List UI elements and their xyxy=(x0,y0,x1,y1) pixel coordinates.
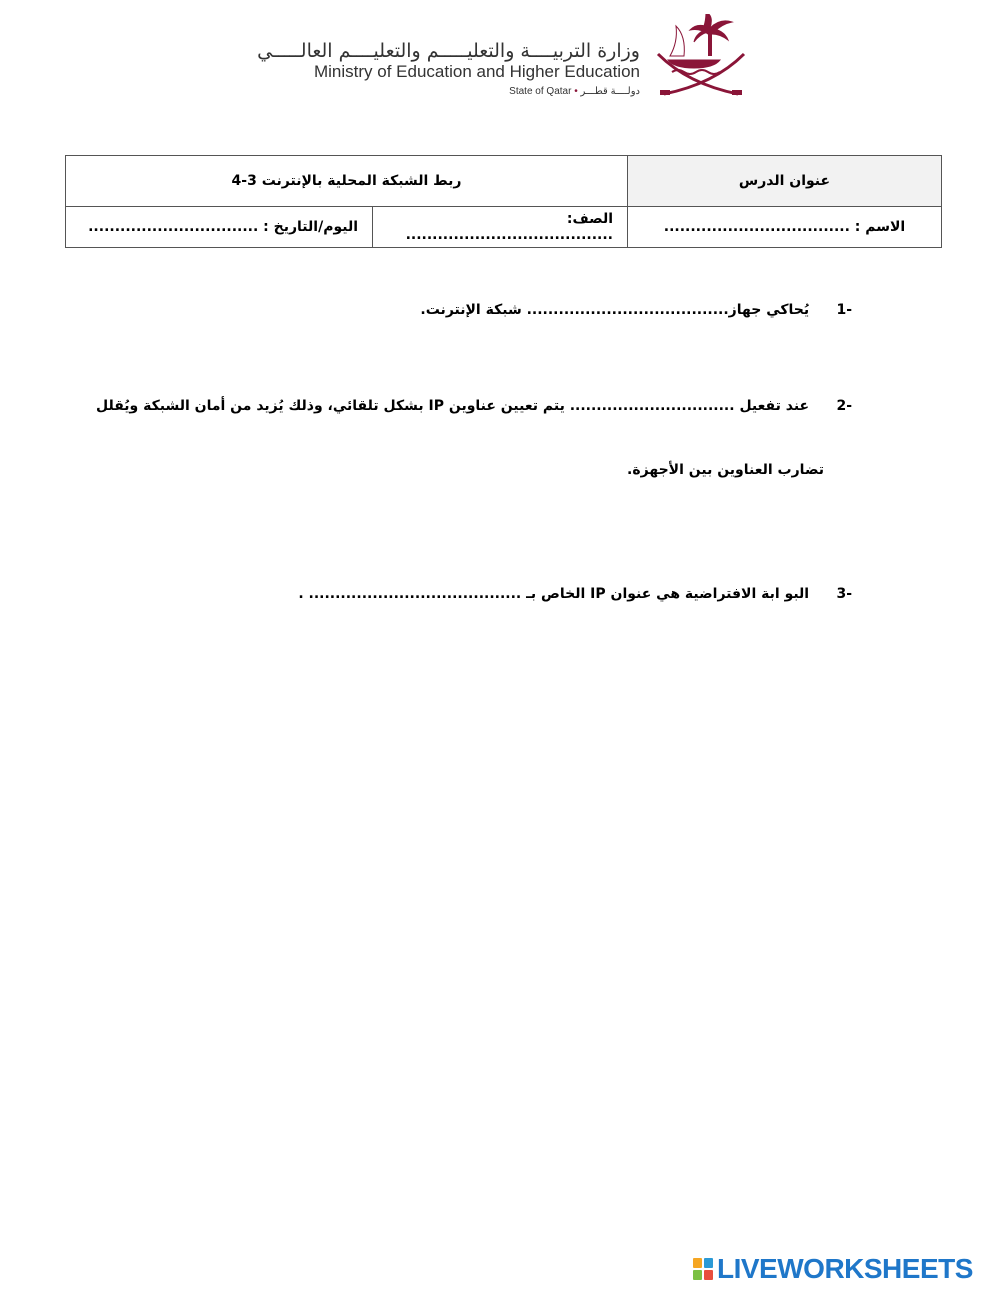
lesson-title-label: عنوان الدرس xyxy=(628,156,942,207)
qatar-emblem-icon xyxy=(648,14,754,100)
separator-dot: • xyxy=(574,86,578,97)
lesson-info-table xyxy=(65,155,942,248)
question-3 xyxy=(298,586,852,602)
question-2-continuation: تضارب العناوين بين الأجهزة. xyxy=(627,462,824,478)
question-number: -1 xyxy=(836,302,852,318)
date-field[interactable]: اليوم/التاريخ : ................................ xyxy=(66,207,373,248)
lesson-title-row xyxy=(66,156,942,207)
page-header xyxy=(0,0,1000,110)
liveworksheets-wordmark: LIVEWORKSHEETS xyxy=(717,1253,973,1284)
state-of-qatar-line xyxy=(509,86,640,97)
ministry-name-arabic: وزارة التربيــــة والتعليـــــم والتعليــــم العالـــــي xyxy=(257,40,640,62)
name-field[interactable]: الاسم : ................................... xyxy=(628,207,942,248)
question-number: -2 xyxy=(836,398,852,414)
question-text[interactable]: البو ابة الافتراضية هي عنوان IP الخاص بـ ........................................ . xyxy=(298,586,810,602)
liveworksheets-logo[interactable] xyxy=(693,1254,973,1284)
logo-blocks-icon xyxy=(693,1258,713,1280)
question-text[interactable]: عند تفعيل ............................... يتم تعيين عناوين IP بشكل تلقائي، وذلك يُزيد من أمان الشبكة ويُقلل xyxy=(95,398,810,414)
class-field[interactable]: الصف: ....................................... xyxy=(373,207,628,248)
question-2 xyxy=(96,398,852,414)
lesson-title-value: ربط الشبكة المحلية بالإنترنت 3-4 xyxy=(66,156,628,207)
student-info-row xyxy=(66,207,942,248)
state-name-english: State of Qatar xyxy=(509,86,572,97)
question-number: -3 xyxy=(836,586,852,602)
ministry-name-english: Ministry of Education and Higher Education xyxy=(313,62,640,81)
question-1 xyxy=(420,302,852,318)
question-text[interactable]: يُحاكي جهاز...................................... شبكة الإنترنت. xyxy=(420,302,810,318)
state-name-arabic: دولــــة قطـــر xyxy=(580,86,640,97)
